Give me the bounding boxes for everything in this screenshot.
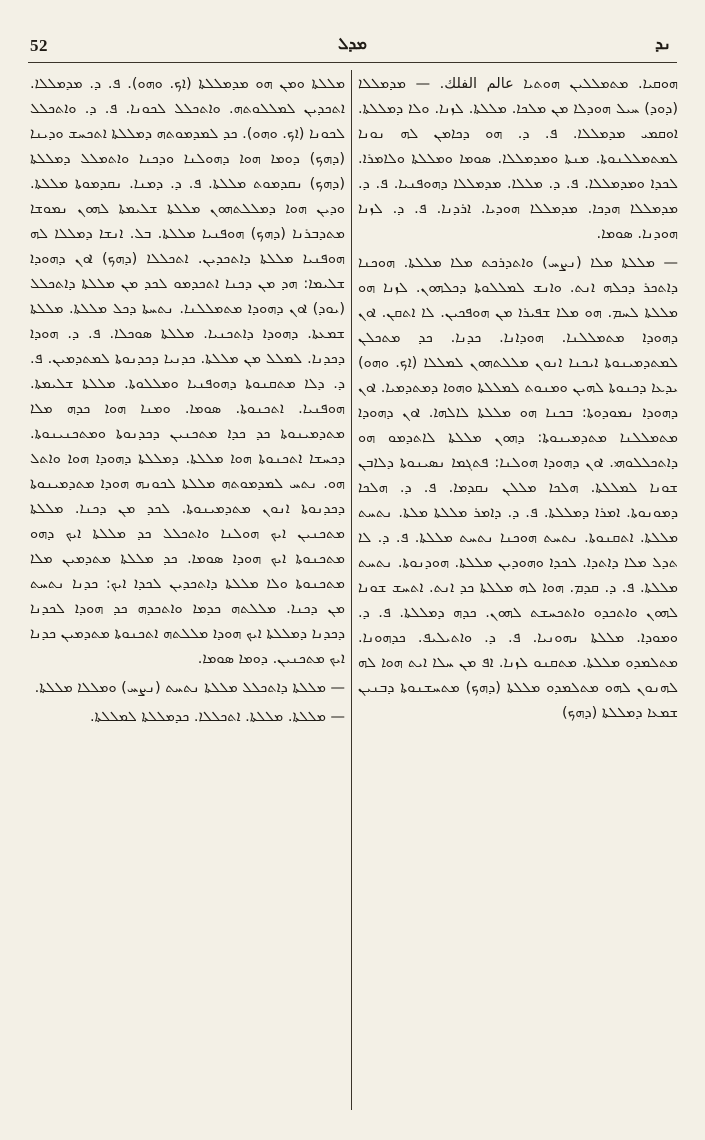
running-head-right: ܢܕ bbox=[655, 34, 671, 53]
page-number: 52 bbox=[30, 36, 48, 55]
dictionary-entry: — ܡܠܠܬܐ. ܡܠܠܬܐ. ܐܬܟܠܠܐ. ܟܕܡܠܠܬܐ ܠܡܠܠܬܐ. bbox=[89, 709, 345, 725]
right-column bbox=[358, 72, 678, 726]
page-header bbox=[28, 30, 677, 62]
left-column bbox=[30, 72, 345, 730]
column-divider bbox=[351, 70, 352, 1110]
dictionary-entry: — ܡܠܠܬܐ ܡܠܐ (ܢܨܚ) ܘܐܬܕܪܟܬ ܡܠܐ ܡܠܠܬܐ. ܗܘܟܢܐ ܕܐܬܟܪ ܕܟܠܗ ܐܢܬ. ܘܐܢܫ ܠܡܠܠܘܬܐ ܕܟܠܗܘܢ. ܠܙܢܐ ܗܘ ܡܠܠܬܐ ܠܚܡ. ܗܘ ܡܠܐ ܫܦܝܪܐ ܡܢ ܗܘܦܟܝܢ. ܠܐ ܐܬܩܢ. ܐܘܢ ܕܗܘܕܐ ܡܬܡܠܠܢܐ. ܗܘܕܐܢܐ. ܟܕܢܐ. ܟܕ ܡܬܟܠܢ ܠܡܬܕܡܝܢܘܬܐ ܐܝܟܢܐ ܐܢܘܢ ܡܠܠܬܗܘܢ ܠܡܠܠܐ (ܐܟ. ܘܗܘ) ܝܕܥܐ ܕܟܢܘܬܐ ܠܗܝܢ ܘܡܢܘܬ ܠܡܠܠܬܐ ܘܗܘܐ ܕܡܬܕܡܝܐ. ܐܘܢ ܕܗܘܕܐ ܢܡܘܕܘܬܐ: ܒܟܢܐ ܗܘ ܡܠܠܬܐ ܠܐܠܗܐ. ܐܘܢ ܕܗܘܕܐ ܡܬܡܠܠܢܐ ܡܬܕܡܝܢܘܬܐ: ܕܗܘܢ ܡܠܠܬܐ ܠܐܬܕܡܘ ܗܘ ܕܐܬܟܠܠܘܗܝ. ܐܘܢ ܕܗܘܕܐ ܗܘܠܢܐ: ܦܬܓܡܐ ܢܣܝܢܘܬܐ ܕܠܐܒܢ ܫܘܢܐ ܠܡܠܠܬܐ. ܗܠܟܐ ܡܠܠܢ ܢܩܕܡܐ. ܦ. ܕ. ܗܠܟܐ ܕܡܘܢܘܬܐ. ܐܡܪܐ ܕܡܠܠܬܐ. ܦ. ܕ. ܕܐܡܪ ܡܠܠܬܐ ܡܠܬܐ. ܢܬܚܬ ܡܠܠܬܐ. ܐܬܩܢܘܬܐ. ܢܬܚܬ ܗܘܟܢܐ ܢܬܚܬ ܡܠܠܬܐ. ܦ. ܕ. ܠܐ ܬܕܠ ܡܠܐ ܕܐܬܕܐ. ܠܟܕܐ ܘܗܘܕܝܢ ܡܠܠܬܐ. ܗܘܕܢܘܬܐ. ܢܬܚܬ ܡܠܠܬܐ. ܦ. ܕ. ܩܕܡ. ܗܘܐ ܠܗ ܡܠܠܬܐ ܟܕ ܐܢܬ. ܐܬܚܫ ܫܘܢܐ ܠܗܘܢ ܘܐܬܟܕܘ ܘܐܬܟܚܫܬ ܠܗܘܢ. ܟܕܗ ܕܡܠܠܬܐ. ܦ. ܕ. ܘܡܘܕܐ. ܡܠܠܬܐ ܢܗܘܢܝܐ. ܦ. ܕ. ܘܐܬܝܠܝܦ. ܟܕܗܘܢܐ. ܡܬܠܡܕܘ ܡܠܠܬܐ. ܡܬܩܢܘ ܠܙܢܐ. ܐܦ ܡܢ ܚܠܐ ܐܝܬ ܗܘܐ ܠܗ ܠܗܢܘܢ ܠܗܘ ܡܬܠܡܕܘ ܡܠܠܬܐ (ܕܗܟ) ܡܬܚܫܢܘܬܐ ܕܒܢܝܢ ܫܡܥܐ ܕܡܠܠܬܐ (ܕܗܟ) bbox=[358, 255, 678, 721]
header-rule bbox=[28, 62, 677, 63]
dictionary-entry: ܡܠܠܬܐ ܘܡܢ ܗܘ ܡܕܡܠܠܬܐ (ܐܟ. ܘܗܘ). ܦ. ܕ. ܡܕܡܠܠܐ. ܐܬܟܕܝܢ ܠܡܠܠܘܬܗ. ܘܐܬܟܠܠ ܠܟܘܢܐ. ܦ. ܕ. ܘܐܬܟܠܠ ܠܟܘܢܐ (ܐܟ. ܘܗܘ). ܟܕ ܠܡܕܡܘܬܗ ܕܡܠܠܬܐ ܐܬܟܚܫ ܘܕܝܢܐ (ܕܗܟ) ܕܘܡܐ ܗܘܐ ܕܗܘܠܢܐ ܘܕܟܢܐ ܘܐܬܡܠܠ ܕܡܠܠܬܐ (ܕܗܟ) ܢܩܕܡܘܬ ܡܠܠܬܐ. ܦ. ܕ. ܕܡܢܐ. ܢܩܕܡܘܬܐ ܡܠܠܬܐ. ܘܕܝܢ ܗܘܐ ܕܡܠܠܬܗܘܢ ܡܠܠܬܐ ܫܠܝܡܬܐ ܠܗܘܢ ܢܡܘܫܐ ܡܬܕܒܪܢܐ (ܕܗܟ) ܗܘܦܢܝܐ ܡܠܠܬܐ. ܒܠ. ܐܢܫܐ ܕܡܠܠܐ ܠܗ ܗܘܦܢܝܐ ܡܠܠܬܐ ܕܐܬܟܕܝܢ. ܐܬܟܠܠܐ (ܕܗܟ) ܐܘܢ ܕܗܘܕܐ ܫܠܝܡܐ: ܗܕ ܡܢ ܕܟܢܐ ܐܬܟܕܡܘ ܠܟܕ ܡܢ ܡܠܠܬܐ ܕܐܬܟܠܠ (ܝܘܕ) ܐܘܢ ܕܗܘܕܐ ܡܬܡܠܠܢܐ. ܢܬܚܬܐ ܕܟܠ ܡܠܠܬܐ. ܡܠܠܬܐ ܫܡܥܬܐ. ܕܗܘܕܐ ܕܐܬܟܢܝܐ. ܡܠܠܬܐ ܣܘܟܠܐ. ܦ. ܕ. ܗܘܕܐ ܕܟܕܢܐ. ܠܡܠܠ ܡܢ ܡܠܠܬܐ. ܟܕܢܝܐ ܕܟܕܢܘܬܐ ܠܡܬܕܡܝܢ. ܦ. ܕ. ܕܠܐ ܡܬܩܢܘܬܐ ܕܗܘܦܢܝܐ ܘܡܠܠܘܬܐ. ܡܠܠܬܐ ܫܠܝܡܬܐ. ܗܘܦܢܝܐ. ܐܬܟܢܘܬܐ. ܣܘܡܐ. ܘܡܢܐ ܗܘܐ ܟܕܗ ܡܠܐ ܡܬܕܡܝܢܘܬܐ ܟܕ ܟܕܐ ܡܬܟܢܝܢ ܕܟܕܢܘܬܐ ܘܡܬܟܢܝܢܘܬܐ. ܕܟܚܫܐ ܐܬܟܢܘܬܐ ܗܘܐ ܡܠܠܬܐ. ܕܡܠܠܬܐ ܕܗܘܕܐ ܗܘܐ ܘܐܬܠ ܗܘ. ܢܬܚ ܠܡܕܡܘܬܗ ܡܠܠܬܐ ܠܟܘܢܗ ܗܘܕܐ ܡܬܕܡܝܢܘܬܐ ܕܟܕܢܘܬܐ ܐܢܘܢ ܡܬܕܡܝܢܘܬܐ. ܠܟܕ ܡܢ ܕܟܢܐ. ܡܠܠܬܐ ܡܬܟܢܝܢ ܐܝܟ ܗܘܠܢܐ ܘܐܬܟܠܠ ܟܕ ܡܠܠܬܐ ܐܝܟ ܕܗܘ ܡܬܟܢܘܬܐ ܐܝܟ ܗܘܕܐ ܣܘܡܐ. ܟܕ ܡܠܠܬܐ ܡܬܕܡܝܢ ܡܠܐ ܡܬܟܢܘܬܐ ܘܠܐ ܡܠܠܬܐ ܕܐܬܟܕܝܢ ܠܟܕܐ ܐܝܟ: ܟܕܢܐ ܢܬܚܬ ܡܢ ܕܟܢܐ. ܡܠܠܬܗ ܟܕܡܐ ܘܐܬܟܕܗ ܟܕ ܗܘܕܐ ܠܟܕܢܐ ܕܟܕܢܐ ܕܡܠܠܬܐ ܐܝܟ ܗܘܕܐ ܡܠܠܬܗ ܐܬܟܢܘܬܐ ܡܬܕܡܝܢ ܟܕܢܐ ܐܝܟ ܡܬܟܢܝܢ. ܕܘܡܐ ܣܘܡܐ. bbox=[30, 76, 345, 667]
dictionary-entry: ܗܘܩܝܐ. ܡܬܡܠܠܝܢ ܗܘܬܝܐ عالم الفلك. — ܡܕܡܠܠܐ (ܕܘܕ) ܚܝܠ ܗܘܕܠܐ ܡܢ ܡܠܟܐ. ܡܠܠܬܐ. ܠܙܢܐ. ܘܠܐ ܕܡܠܠܬܐ. ܐܘܩܡܝ ܡܕܡܠܠܐ. ܦ. ܕ. ܗܘ ܕܟܐܡܢ ܠܗ ܢܘܢܐ ܠܡܬܡܠܠܢܘܬܐ. ܡܢܬܐ ܘܡܕܡܠܠܐ. ܣܘܡܐ ܘܡܠܠܬܐ ܘܠܐܡܪܐ. ܠܟܕܐ ܘܡܕܡܠܠܐ. ܦ. ܕ. ܡܠܠܐ. ܡܕܡܠܠܐ ܕܗܘܦܢܝܐ. ܦ. ܕ. ܡܕܡܠܠܐ ܗܕܟܐ. ܡܕܡܠܠܐ ܗܘܕܝܐ. ܐܪܕܢܐ. ܦ. ܕ. ܠܙܢܐ ܗܘܕܢܐ. ܣܘܡܐ. bbox=[358, 76, 678, 242]
running-head-center: ܡܕܠ bbox=[338, 34, 367, 53]
dictionary-entry: — ܡܠܠܬܐ ܕܐܬܟܠܠ ܡܠܠܬܐ ܢܬܚܬ (ܢܨܚ) ܘܡܠܠܐ ܡܠܠܬܐ. bbox=[34, 680, 345, 696]
